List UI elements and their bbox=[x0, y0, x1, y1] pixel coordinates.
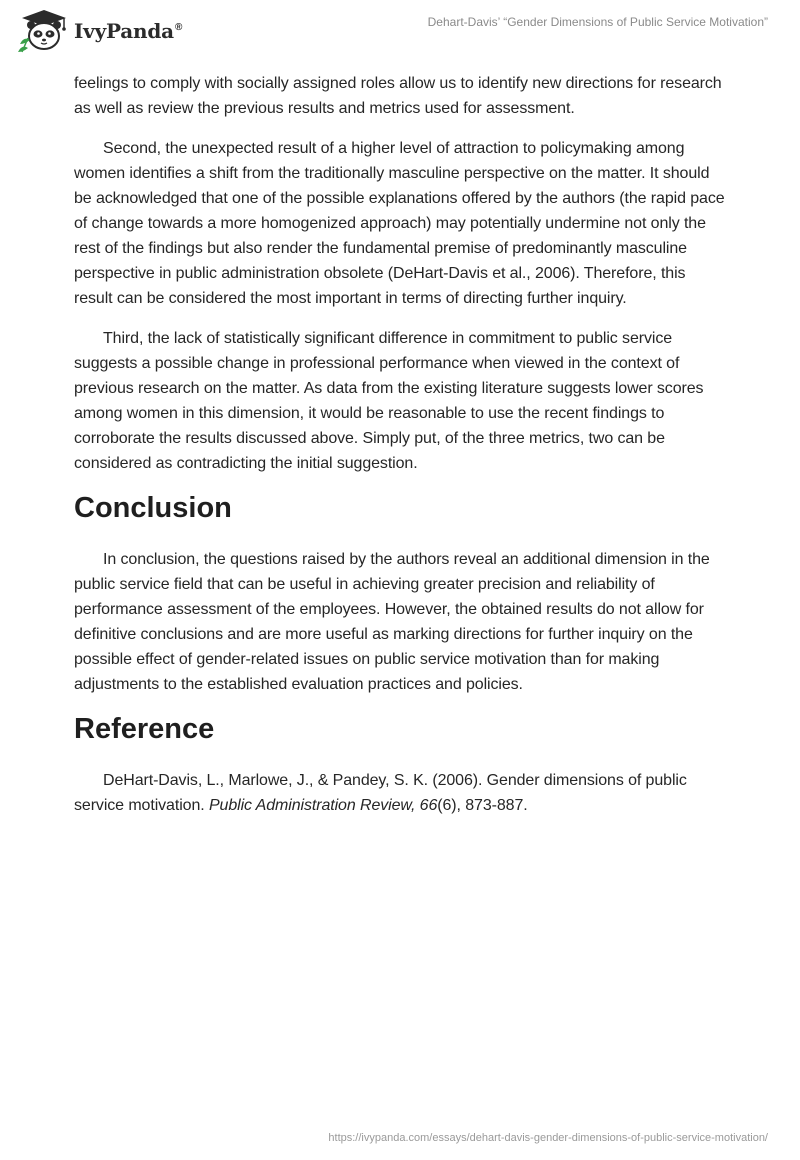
paragraph-third: Third, the lack of statistically significant difference in commitment to public service suggests a possible change in professional performance when viewed in the context of previous research on the matter. As data from the existing literature suggests lower scores among women in this dimension, it would be reasonable to use the recent findings to corroborate the results discussed above. Simply put, of the three metrics, two can be considered as contradicting the initial suggestion. bbox=[74, 330, 704, 472]
reference-issue-pages: (6), 873-887. bbox=[437, 797, 528, 814]
reference-heading: Reference bbox=[74, 713, 215, 745]
document-title: Dehart-Davis’ “Gender Dimensions of Public Service Motivation” bbox=[427, 15, 768, 29]
paragraph-second: Second, the unexpected result of a higher level of attraction to policymaking among women identifies a shift from the traditionally masculine perspective on the matter. It should be acknowledged that one of the possible explanations offered by the authors (the rapid pace of change towards a more homogenized approach) may potentially undermine not only the rest of the findings but also render the fundamental premise of predominantly masculine perspective in public administration obsolete (DeHart-Davis et al., 2006). Therefore, this result can be considered the most important in terms of directing further inquiry. bbox=[74, 140, 725, 307]
logo-wordmark bbox=[74, 19, 182, 43]
ivypanda-logo[interactable] bbox=[14, 8, 182, 54]
reference-entry bbox=[74, 768, 726, 818]
reference-citation: DeHart-Davis, L., Marlowe, J., & Pandey, S. K. (2006). Gender dimensions of public service motivation. bbox=[74, 772, 687, 814]
reference-journal: Public Administration Review, 66 bbox=[208, 797, 438, 814]
essay-body bbox=[74, 71, 726, 833]
registered-mark: ® bbox=[174, 22, 183, 34]
conclusion-paragraph: In conclusion, the questions raised by the authors reveal an additional dimension in the public service field that can be useful in achieving greater precision and reliability of performance assessment of the employees. However, the obtained results do not allow for definitive conclusions and are more useful as marking directions for further inquiry on the possible effect of gender-related issues on public service motivation than for making adjustments to the established evaluation practices and policies. bbox=[74, 551, 710, 693]
panda-graduate-icon bbox=[14, 8, 70, 54]
page-header bbox=[0, 0, 800, 64]
conclusion-heading: Conclusion bbox=[74, 492, 232, 524]
paragraph-continued: feelings to comply with socially assigned roles allow us to identify new directions for research as well as review the previous results and metrics used for assessment. bbox=[74, 75, 722, 117]
source-url[interactable]: https://ivypanda.com/essays/dehart-davis-gender-dimensions-of-public-service-motivation/ bbox=[328, 1132, 768, 1144]
logo-name: IvyPanda bbox=[74, 19, 174, 43]
